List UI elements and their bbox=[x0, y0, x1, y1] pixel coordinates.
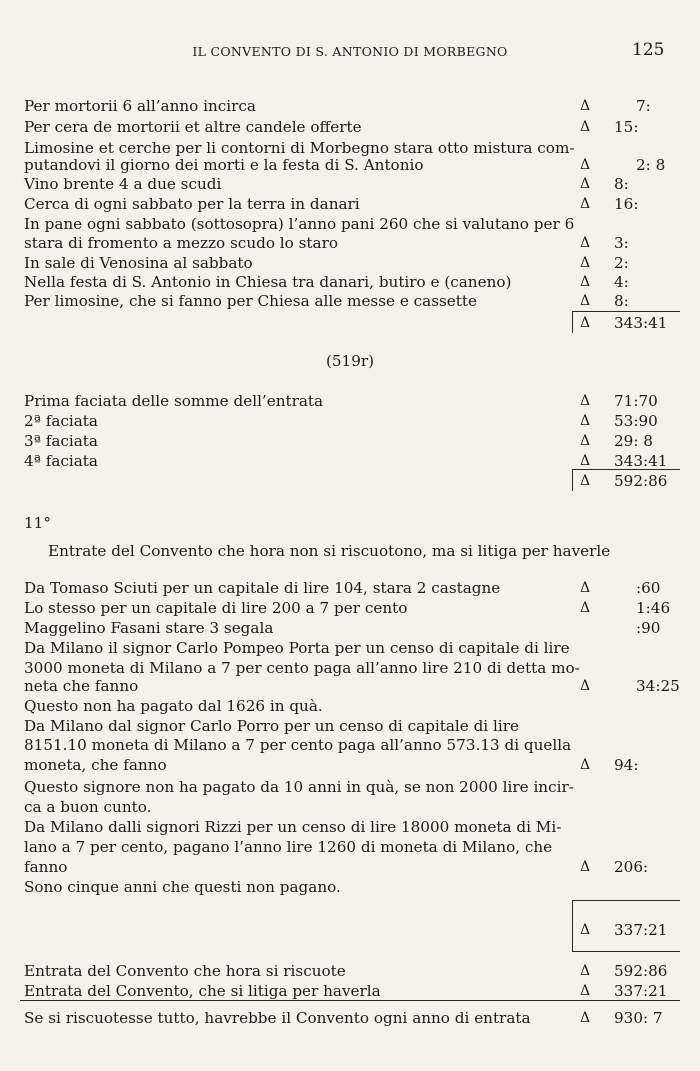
ledger-row: lano a 7 per cento, pagano l’anno lire 1260 di moneta di Milano, che bbox=[24, 838, 553, 856]
sum-rule bbox=[572, 951, 680, 952]
ledger-row: In pane ogni sabbato (sottosopra) l’anno pani 260 che si valutano per 6 bbox=[24, 215, 575, 233]
ledger-total: Δ 337:21 bbox=[580, 921, 668, 939]
summary-rule bbox=[20, 1000, 680, 1001]
ledger-row: Limosine et cerche per li contorni di Morbegno stara otto mistura com- bbox=[24, 139, 575, 157]
sum-rule bbox=[572, 900, 680, 901]
ledger-row: Prima faciata delle somme dell’entrata Δ 71:70 bbox=[24, 392, 658, 410]
ledger-row: 2ª faciata Δ 53:90 bbox=[24, 412, 658, 430]
ledger-row: Da Tomaso Sciuti per un capitale di lire 104, stara 2 castagne Δ :60 bbox=[24, 579, 661, 597]
ledger-row: neta che fanno Δ 34:25 bbox=[24, 677, 680, 695]
ledger-row: Cerca di ogni sabbato per la terra in danari Δ 16: bbox=[24, 195, 639, 213]
ledger-total: Δ 592:86 bbox=[580, 472, 668, 490]
ledger-row: 3ª faciata Δ 29: 8 bbox=[24, 432, 653, 450]
ledger-row: Per limosine, che si fanno per Chiesa alle messe e cassette Δ 8: bbox=[24, 292, 629, 310]
page-number: 125 bbox=[632, 40, 665, 60]
ledger-row: moneta, che fanno Δ 94: bbox=[24, 756, 639, 774]
sum-rule bbox=[572, 469, 680, 470]
ledger-row: Nella festa di S. Antonio in Chiesa tra danari, butiro e (caneno) Δ 4: bbox=[24, 273, 629, 291]
running-header: IL CONVENTO DI S. ANTONIO DI MORBEGNO bbox=[192, 44, 508, 59]
ledger-row: Maggelino Fasani stare 3 segala :90 bbox=[24, 619, 661, 637]
ledger-row: 8151.10 moneta di Milano a 7 per cento paga all’anno 573.13 di quella bbox=[24, 736, 572, 754]
section-heading: Entrate del Convento che hora non si riscuotono, ma si litiga per haverle bbox=[48, 542, 611, 560]
ledger-row: putandovi il giorno dei morti e la festa di S. Antonio Δ 2: 8 bbox=[24, 156, 666, 174]
ledger-row: Sono cinque anni che questi non pagano. bbox=[24, 878, 341, 896]
ledger-row: Da Milano il signor Carlo Pompeo Porta per un censo di capitale di lire bbox=[24, 639, 570, 657]
ledger-row: Questo non ha pagato dal 1626 in quà. bbox=[24, 697, 323, 715]
ledger-row: Questo signore non ha pagato da 10 anni in quà, se non 2000 lire incir- bbox=[24, 778, 574, 796]
ledger-row: fanno Δ 206: bbox=[24, 858, 649, 876]
ledger-row: stara di fromento a mezzo scudo lo staro Δ 3: bbox=[24, 234, 629, 252]
folio-marker: (519r) bbox=[325, 352, 375, 370]
section-number: 11° bbox=[24, 514, 51, 532]
ledger-row: Da Milano dal signor Carlo Porro per un censo di capitale di lire bbox=[24, 717, 519, 735]
ledger-row: 4ª faciata Δ 343:41 bbox=[24, 452, 668, 470]
ledger-row: ca a buon cunto. bbox=[24, 798, 152, 816]
summary-row: Entrata del Convento, che si litiga per haverla Δ 337:21 bbox=[24, 982, 668, 1000]
ledger-row: Da Milano dalli signori Rizzi per un censo di lire 18000 moneta di Mi- bbox=[24, 818, 562, 836]
ledger-row: 3000 moneta di Milano a 7 per cento paga all’anno lire 210 di detta mo- bbox=[24, 659, 580, 677]
ledger-row: In sale di Venosina al sabbato Δ 2: bbox=[24, 254, 629, 272]
ledger-total: Δ 343:41 bbox=[580, 314, 668, 332]
sum-rule bbox=[572, 311, 680, 312]
ledger-row: Per mortorii 6 all’anno incirca Δ 7: bbox=[24, 97, 651, 115]
ledger-row: Vino brente 4 a due scudi Δ 8: bbox=[24, 175, 629, 193]
grand-total-row: Se si riscuotesse tutto, havrebbe il Convento ogni anno di entrata Δ 930: 7 bbox=[24, 1009, 663, 1027]
ledger-row: Lo stesso per un capitale di lire 200 a 7 per cento Δ 1:46 bbox=[24, 599, 671, 617]
ledger-row: Per cera de mortorii et altre candele offerte Δ 15: bbox=[24, 118, 639, 136]
summary-row: Entrata del Convento che hora si riscuote Δ 592:86 bbox=[24, 962, 668, 980]
